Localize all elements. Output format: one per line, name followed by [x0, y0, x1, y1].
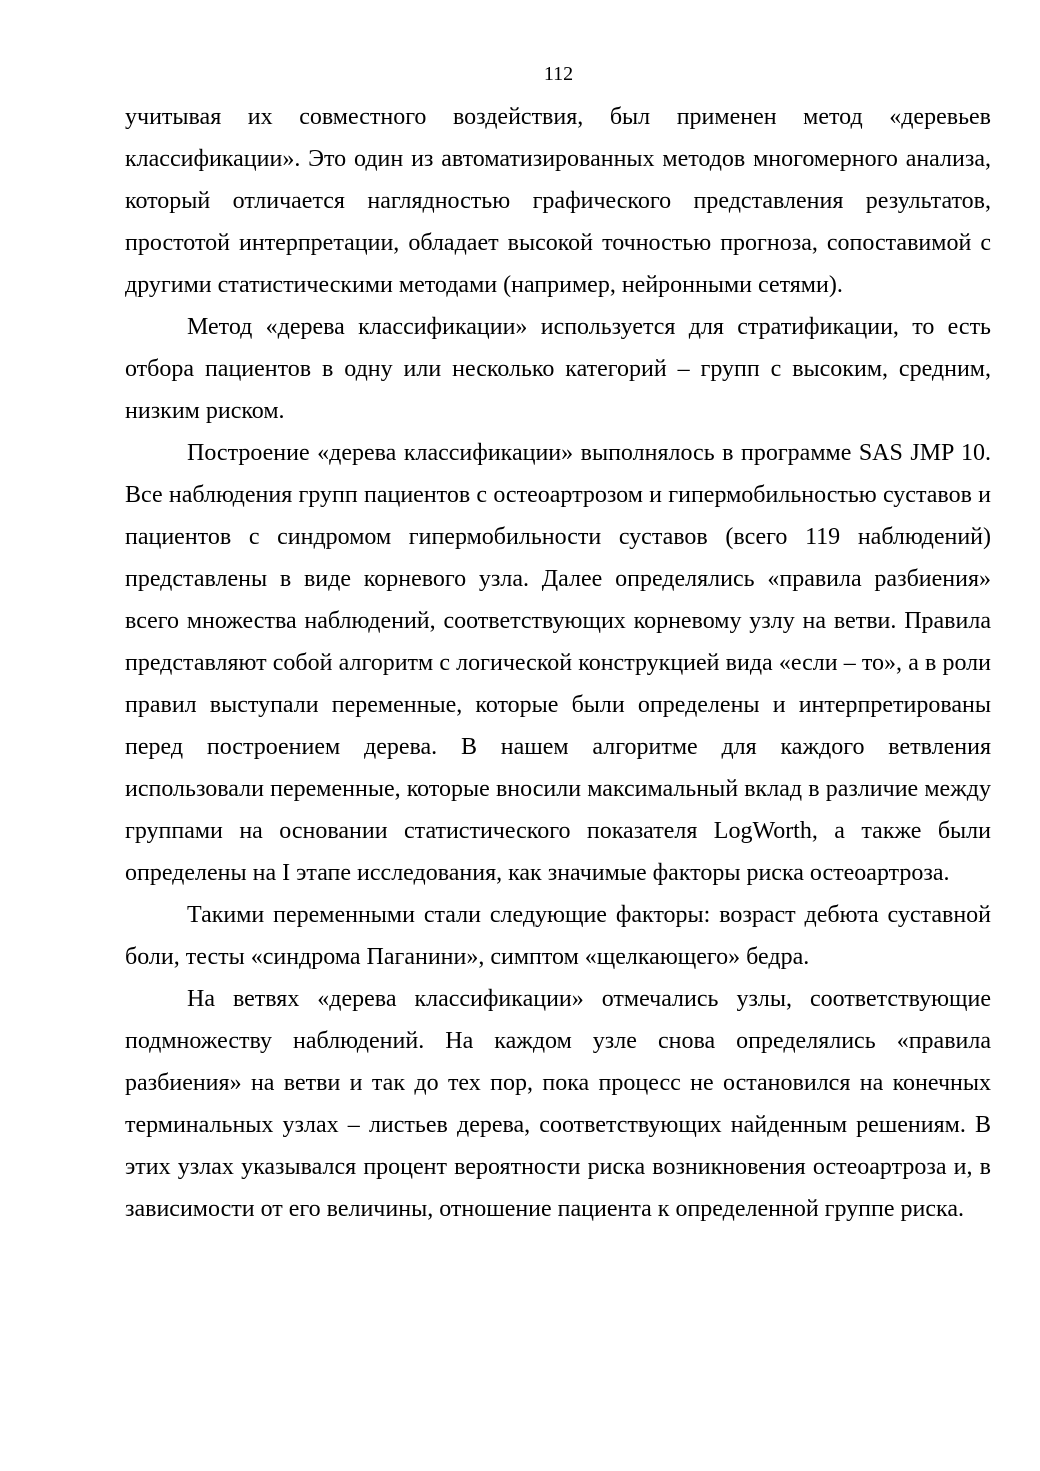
paragraph-4: Такими переменными стали следующие факторы: возраст дебюта суставной боли, тесты «синдрома Паганини», симптом «щелкающего» бедра. — [125, 902, 991, 970]
paragraph-2: Метод «дерева классификации» используется для стратификации, то есть отбора пациентов в одну или несколько категорий – групп с высоким, средним, низким риском. — [125, 314, 991, 424]
paragraph-3: Построение «дерева классификации» выполнялось в программе SAS JMP 10. Все наблюдения групп пациентов с остеоартрозом и гипермобильностью суставов и пациентов с синдромом гипермобильности суставов (всего 119 наблюдений) представлены в виде корневого узла. Далее определялись «правила разбиения» всего множества наблюдений, соответствующих корневому узлу на ветви. Правила представляют собой алгоритм с логической конструкцией вида «если – то», а в роли правил выступали переменные, которые были определены и интерпретированы перед построением дерева. В нашем алгоритме для каждого ветвления использовали переменные, которые вносили максимальный вклад в различие между группами на основании статистического показателя LogWorth, а также были определены на I этапе исследования, как значимые факторы риска остеоартроза. — [125, 440, 991, 886]
paragraph-5: На ветвях «дерева классификации» отмечались узлы, соответствующие подмножеству наблюдений. На каждом узле снова определялись «правила разбиения» на ветви и так до тех пор, пока процесс не остановился на конечных терминальных узлах – листьев дерева, соответствующих найденным решениям. В этих узлах указывался процент вероятности риска возникновения остеоартроза и, в зависимости от его величины, отношение пациента к определенной группе риска. — [125, 986, 991, 1222]
page-number: 112 — [543, 63, 574, 85]
paragraph-1: учитывая их совместного воздействия, был применен метод «деревьев классификации». Это один из автоматизированных методов многомерного анализа, который отличается наглядностью графического представления результатов, простотой интерпретации, обладает высокой точностью прогноза, сопоставимой с другими статистическими методами (например, нейронными сетями). — [125, 104, 991, 298]
document-body — [125, 96, 991, 1230]
